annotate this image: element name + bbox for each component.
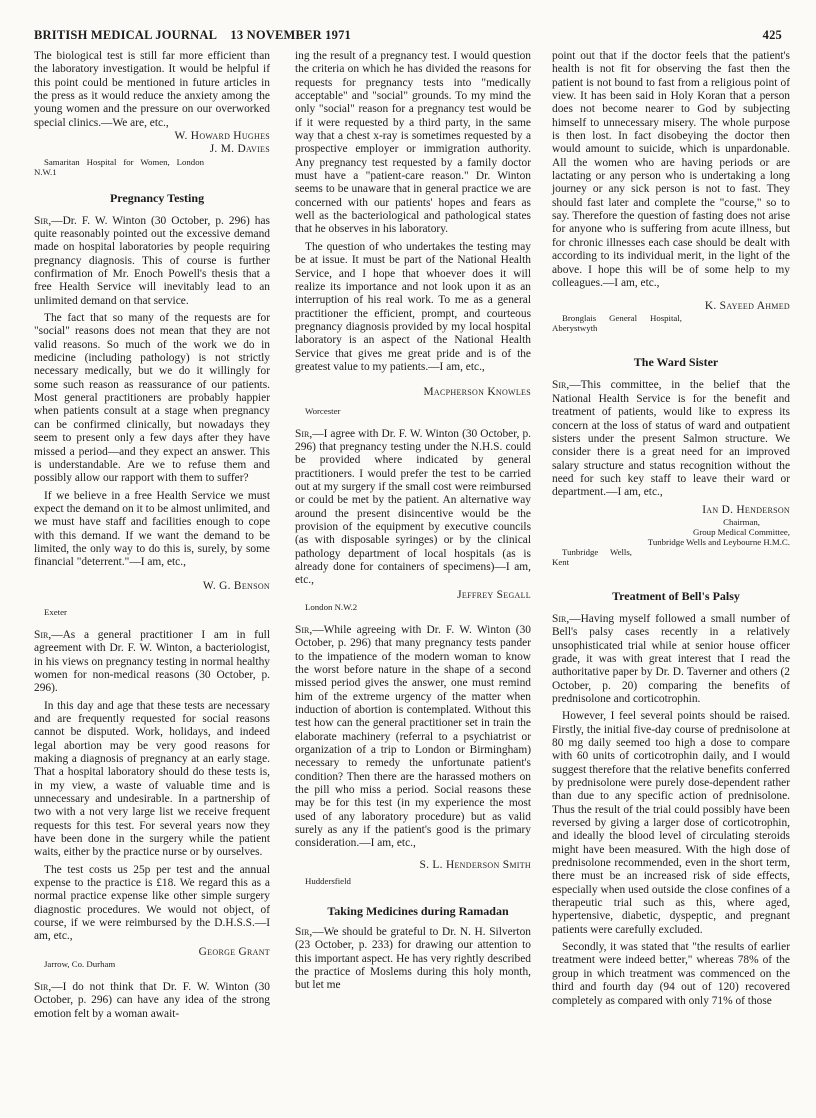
signer-title: Tunbridge Wells and Leybourne H.M.C. <box>647 536 790 547</box>
letter-paragraph: The fact that so many of the requests are for "social" reasons does not mean that they are not valid reasons. So much of the work we do in medicine (including pathology) is not strictly necessary medically, but we do it willingly for some such reason as reassurance of our patients. Most general practitioners are probably happier when patients consult at a stage when pregnancy can be confirmed clinically, but nowadays they seem to present only a few days after they have missed a period—and they expect an answer. This is understandable. Are we to refuse them and possibly allow our rapport with them to suffer? <box>34 312 270 485</box>
letter-paragraph: Sir,—I agree with Dr. F. W. Winton (30 October, p. 296) that pregnancy testing under the N.H.S. could be provided where indicated by general practitioners. I would prefer the test to be carried out at my surgery if the small cost were reimbursed or could be met by the patient. An alternative way around the present disincentive would be the provision of the equipment by executive councils (as with disposable syringes) or by the clinical pathology department of local hospitals (as is already done for containers of specimens)—I am, etc., <box>295 427 531 587</box>
letter-paragraph: ing the result of a pregnancy test. I would question the criteria on which he has divided the reasons for requests for pregnancy tests into "medically acceptable" and "social" grounds. To my mind the only "social" reason for a pregnancy test would be if it were requested by a third party, in the same way that a chest x-ray is sometimes requested by a prospective employer or immigration authority. Any pregnancy test requested by a family doctor must have a "patient-care reason." Dr. Winton seems to be unaware that in general practice we are concerned with our patients' hopes and fears as well as the bacteriological and pathological states that he observes in his laboratory. <box>295 50 531 236</box>
address: Jarrow, Co. Durham <box>44 959 116 970</box>
section-heading: Treatment of Bell's Palsy <box>612 588 740 603</box>
letter-paragraph: Sir,—While agreeing with Dr. F. W. Winton (30 October, p. 296) that many pregnancy tests pander to the impatience of the modern woman to know the worst before nature in the shape of a second missed period gives the answer, one must remind him of the extreme urgency of the matter when induction of abortion is contemplated. Without this test how can the general practitioner set in train the elaborate machinery (referral to a psychiatrist or organization of a trip to London or Birmingham) necessary to remedy the unfortunate patient's condition? Then there are the harassed mothers on the pill who miss a period. Social reasons these may be for this test (in my experience the most used of any laboratory procedure) but as valid surely as any if the patient's good is the primary consideration.—I am, etc., <box>295 623 531 850</box>
salutation: Sir <box>295 427 310 440</box>
letter-paragraph: Secondly, it was stated that "the results of earlier treatment were indeed better," whereas 78% of the group in which treatment was commenced on the third and fourth day (94 out of 120) recovered completely as compared with only 71% of those <box>552 941 790 1007</box>
section-heading: Pregnancy Testing <box>109 190 205 205</box>
journal-title: BRITISH MEDICAL JOURNAL <box>34 28 218 42</box>
issue-date: 13 NOVEMBER 1971 <box>230 28 351 42</box>
letter-paragraph: Sir,—Dr. F. W. Winton (30 October, p. 296) has quite reasonably pointed out the excessive demand made on hospital laboratories by people requiring pregnancy diagnosis. This of course is further confirmation of Mr. Enoch Powell's thesis that a free Health Service will inevitably lead to an unlimited demand on that service. <box>34 214 270 307</box>
letter-paragraph: The test costs us 25p per test and the annual expense to the practice is £18. We regard this as a normal practice expense like other simple surgery diagnostic procedures. We would not object, of course, if we were reimbursed by the D.H.S.S.—I am, etc., <box>34 863 270 943</box>
salutation: Sir <box>34 981 49 994</box>
address: Exeter <box>44 606 67 617</box>
letter-paragraph: However, I feel several points should be raised. Firstly, the initial five-day course of prednisolone at 80 mg daily seemed too high a dose to compare with 60 units of corticotrophin daily, and I would suggest therefore that the relative benefits conferred by prednisolone were purely dose-dependent rather than due to any specific action of prednisolone. Thus the result of the trial could possibly have been reversed by giving a larger dose of corticotrophin, and ideally the blood level of circulating steroids might have been measured. With the high dose of prednisolone recommended, even in the short term, there must be an increased risk of side effects, especially when used outside the close confines of a therapeutic trial such as this, where aged, hypertensive, diabetic, dyspeptic, and pregnant patients were carefully excluded. <box>552 710 790 936</box>
signature: W. Howard Hughes <box>174 130 270 143</box>
letter-paragraph: Sir,—This committee, in the belief that the National Health Service is for the benefit and treatment of patients, would like to express its concern at the loss of status of ward and outpatient sisters under the present Salmon structure. We consider there is a great need for an improved salary structure and status recognition without the need for such key staff to leave their ward or department.—I am, etc., <box>552 379 790 499</box>
letter-paragraph: Sir,—Having myself followed a small number of Bell's palsy cases recently in a relatively unsophisticated trial while at senior house officer grade, it was with great interest that I read the authoritative paper by Dr. D. Taverner and others (2 October, p. 20) comparing the benefits of prednisolone and corticotrophin. <box>552 612 790 705</box>
signature: S. L. Henderson Smith <box>419 858 531 871</box>
signature: Ian D. Henderson <box>702 503 790 516</box>
letter-paragraph: Sir,—I do not think that Dr. F. W. Winton (30 October, p. 296) can have any idea of the strong emotion felt by a woman await- <box>34 981 270 1020</box>
salutation: Sir <box>34 628 49 641</box>
salutation: Sir <box>34 214 49 227</box>
column-2 <box>295 50 531 993</box>
letter-paragraph: The biological test is still far more efficient than the laboratory investigation. It would be helpful if this point could be mentioned in future articles in the press as it would reduce the anxiety among the young women and the pressure on our overworked special clinics.—We are, etc., <box>34 50 270 129</box>
letter-paragraph: Sir,—We should be grateful to Dr. N. H. Silverton (23 October, p. 233) for drawing our attention to this important aspect. He has very rightly described the practice of Moslems during this holy month, but let me <box>295 926 531 992</box>
salutation: Sir <box>295 926 310 939</box>
salutation: Sir <box>295 623 310 636</box>
signer-title: Group Medical Committee, <box>693 526 790 537</box>
address: Tunbridge Wells, Kent <box>552 546 632 567</box>
journal-title-and-date <box>34 28 351 43</box>
page-number: 425 <box>762 28 782 42</box>
address: Worcester <box>305 405 341 416</box>
address: Samaritan Hospital for Women, London N.W.1 <box>34 156 204 177</box>
address: Bronglais General Hospital, Aberystwyth <box>552 313 682 334</box>
address: London N.W.2 <box>305 601 358 612</box>
letter-paragraph: If we believe in a free Health Service we must expect the demand on it to be almost unlimited, and we must have staff and facilities enough to cope with this demand. If we want the demand to be limited, the only way to do this is, surely, by some financial "deterrent."—I am, etc., <box>34 489 270 569</box>
letter-paragraph: In this day and age that these tests are necessary and are frequently requested for social reasons cannot be disputed. Work, holidays, and indeed legal abortion may be very good reasons for making a diagnosis of pregnancy at an early stage. That a hospital laboratory should do these tests is, in my view, a waste of valuable time and is unnecessary and undesirable. In a partnership of two with a not very large list we receive frequent requests for this test. For several years now they have been done in the surgery while the patient waits, either by the practice nurse or by ourselves. <box>34 699 270 859</box>
signature: Jeffrey Segall <box>457 588 531 601</box>
column-1 <box>34 50 270 1021</box>
signature: Macpherson Knowles <box>423 386 531 399</box>
signature: K. Sayeed Ahmed <box>704 300 790 313</box>
column-3 <box>552 50 790 1008</box>
address: Huddersfield <box>305 876 351 887</box>
signature: George Grant <box>198 945 270 958</box>
running-header <box>34 28 782 44</box>
salutation: Sir <box>552 612 567 625</box>
section-heading: The Ward Sister <box>633 355 719 370</box>
signature: W. G. Benson <box>202 579 270 592</box>
salutation: Sir <box>552 379 567 392</box>
letter-paragraph: The question of who undertakes the testing may be at issue. It must be part of the National Health Service, and I hope that whoever does it will realize its importance and not look upon it as an interruption of his real work. To me as a general practitioner the efficient, prompt, and courteous pregnancy diagnosis provided by my local hospital laboratory is an aspect of the National Health Service that gives me great pride and is of the greatest value to my patients.—I am, etc., <box>295 240 531 373</box>
signature: J. M. Davies <box>209 143 270 156</box>
section-heading: Taking Medicines during Ramadan <box>327 904 509 919</box>
letter-paragraph: point out that if the doctor feels that the patient's health is not fit for observing the fast then the patient is not bound to fast from a religious point of view. It has been said in Holy Koran that a person does not become nearer to God by subjecting himself to unnecessary misery. The whole purpose is then lost. In fact disobeying the doctor then would amount to suicide, which is unpardonable. All the women who are having periods or are lactating or any person who is undertaking a long journey or any sick person is not to fast. They should fast later and complete the "course," so to say. Therefore the question of fasting does not arise for anyone who is suffering from acute illness, but for chronic illnesses each case should be dealt with according to its individual merit, in the light of the above. I hope this will be of some help to my colleagues.—I am, etc., <box>552 50 790 289</box>
signer-title: Chairman, <box>723 516 760 527</box>
letter-paragraph: Sir,—As a general practitioner I am in full agreement with Dr. F. W. Winton, a bacteriologist, in his views on pregnancy testing in normal healthy women for non-medical reasons (30 October, p. 296). <box>34 628 270 695</box>
